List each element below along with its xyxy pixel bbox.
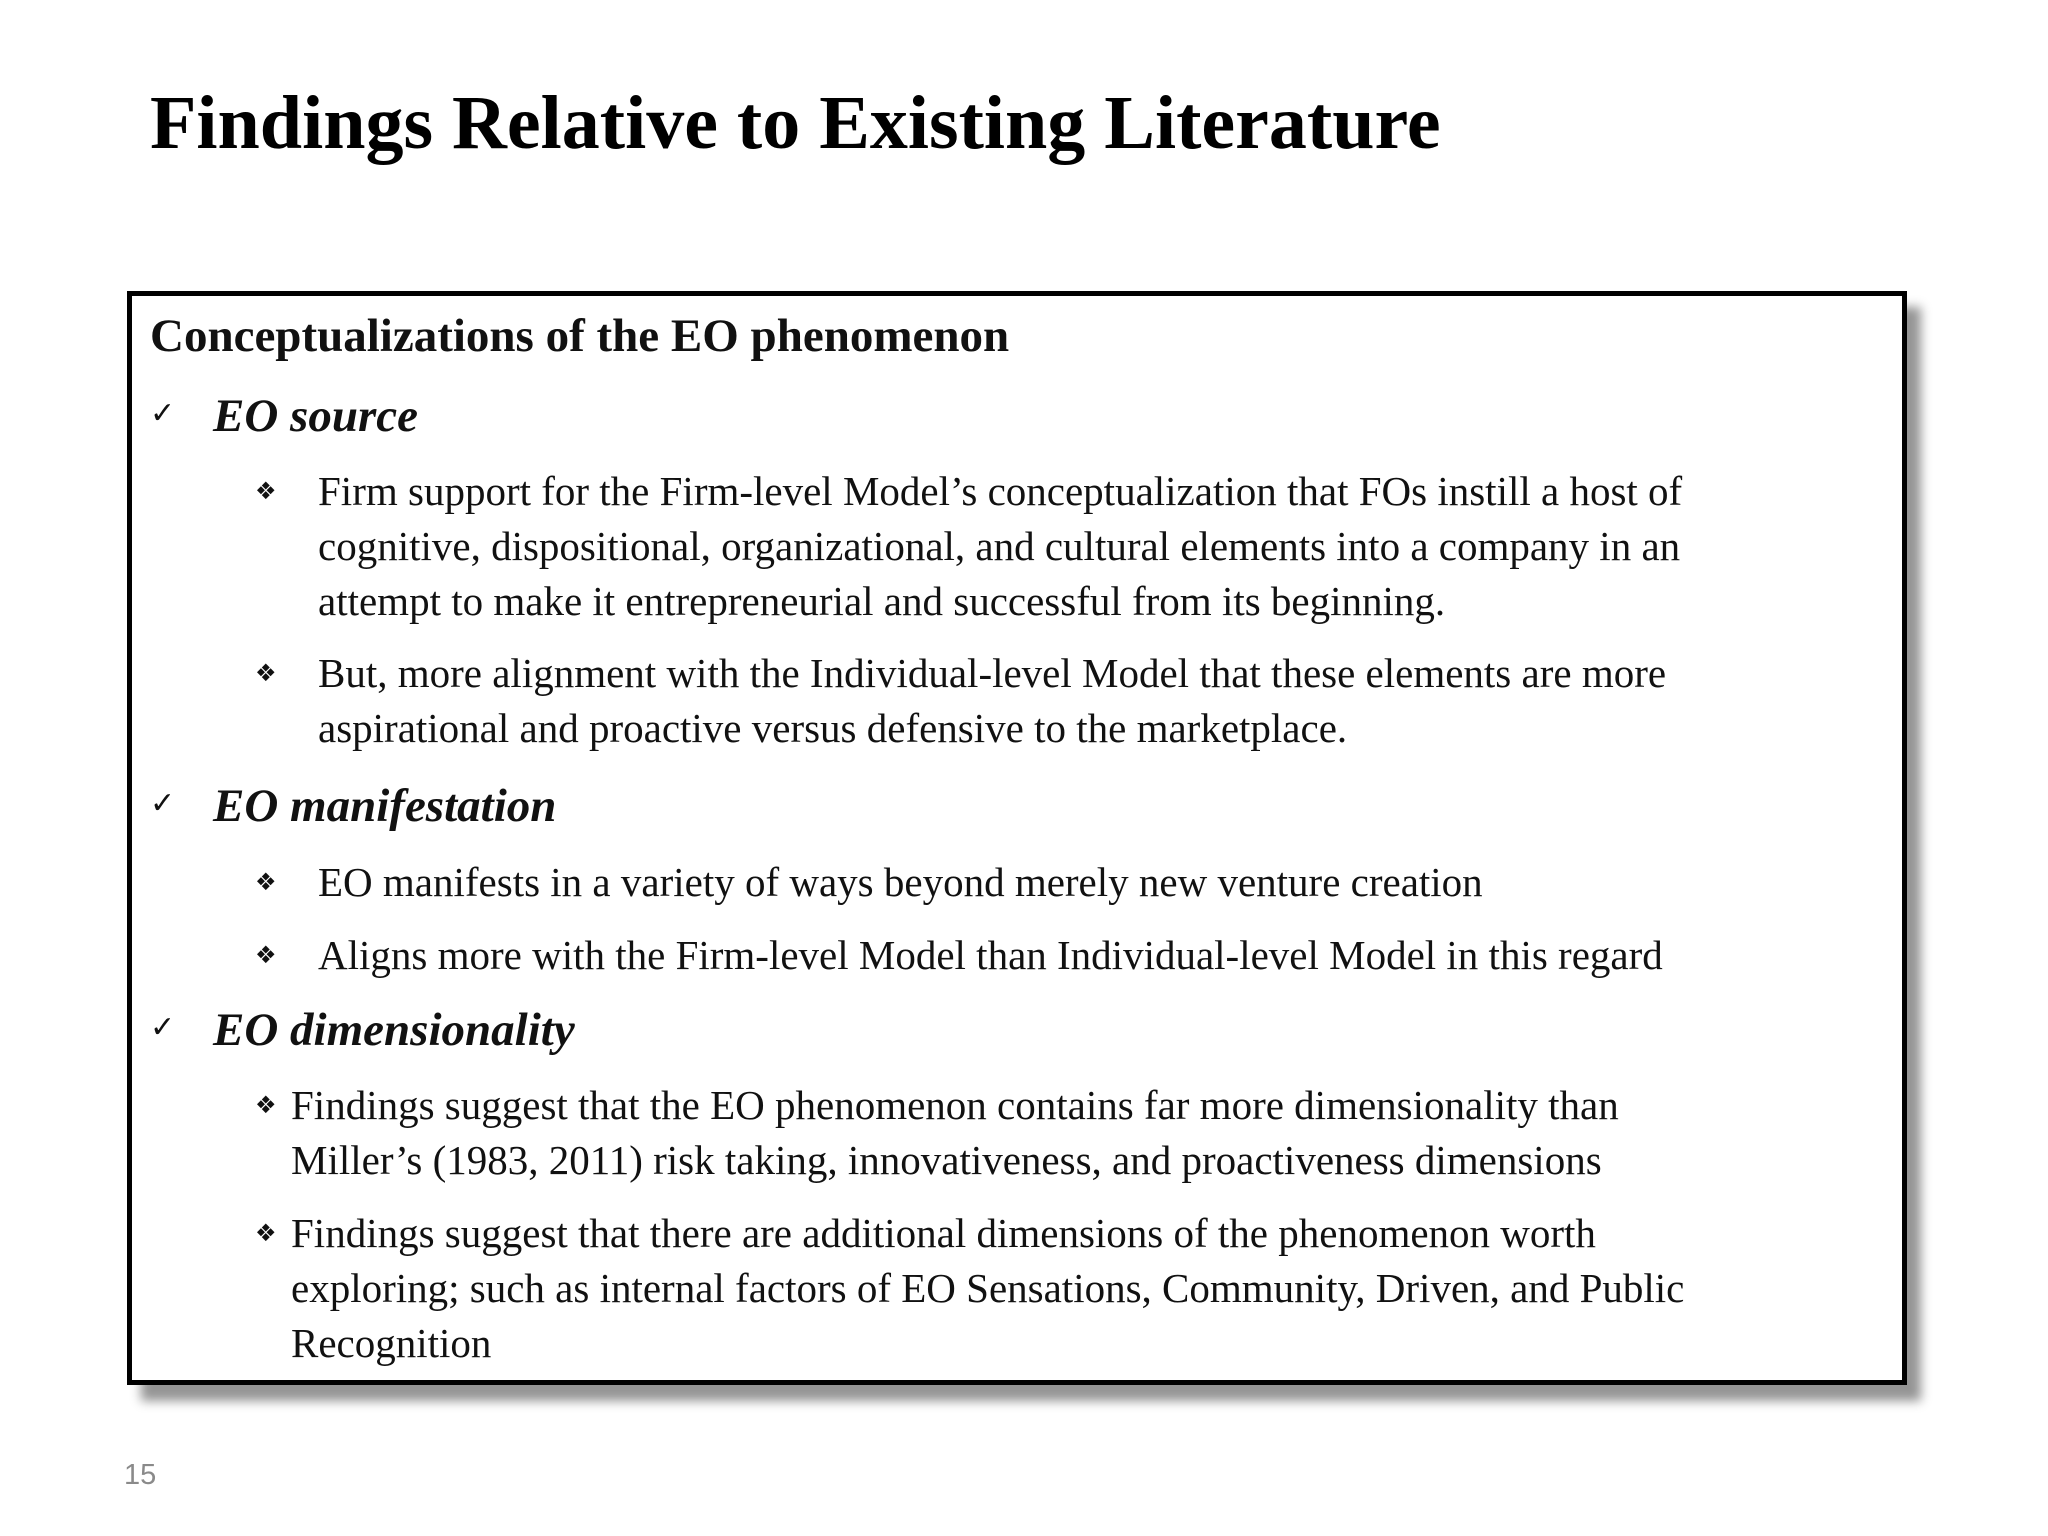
bullet-text-line: Aligns more with the Firm-level Model than Individual-level Model in this regard: [318, 932, 1663, 978]
diamond-bullet-icon: ❖: [255, 941, 277, 969]
bullet-text-line: Findings suggest that there are additional dimensions of the phenomenon worth: [291, 1210, 1596, 1256]
checkmark-icon: ✓: [150, 396, 176, 431]
bullet-item: [255, 1206, 1685, 1371]
diamond-bullet-icon: ❖: [255, 1219, 277, 1247]
diamond-bullet-icon: ❖: [255, 868, 277, 896]
diamond-bullet-icon: ❖: [255, 477, 277, 505]
slide-title: Findings Relative to Existing Literature: [150, 81, 1441, 165]
section-label: EO source: [213, 390, 418, 442]
diamond-bullet-icon: ❖: [255, 659, 277, 687]
bullet-item: [255, 646, 1667, 756]
page-number: 15: [124, 1459, 157, 1491]
bullet-item: [255, 855, 1483, 910]
bullet-text-line: Findings suggest that the EO phenomenon contains far more dimensionality than: [291, 1082, 1619, 1128]
bullet-item: [255, 1078, 1619, 1188]
bullet-text-line: But, more alignment with the Individual-level Model that these elements are more: [318, 650, 1667, 696]
bullet-item: [255, 464, 1683, 629]
bullet-text-line: cognitive, dispositional, organizational, and cultural elements into a company in an: [318, 523, 1681, 569]
bullet-text-line: attempt to make it entrepreneurial and successful from its beginning.: [318, 578, 1446, 624]
bullet-text-line: aspirational and proactive versus defensive to the marketplace.: [318, 705, 1348, 751]
bullet-text-line: exploring; such as internal factors of EO Sensations, Community, Driven, and Public: [291, 1265, 1685, 1311]
bullet-text-line: Recognition: [291, 1320, 492, 1366]
checkmark-icon: ✓: [150, 1010, 176, 1045]
bullet-item: [255, 928, 1663, 983]
box-heading: Conceptualizations of the EO phenomenon: [150, 310, 1010, 362]
bullet-text-line: Firm support for the Firm-level Model’s conceptualization that FOs instill a host of: [318, 468, 1683, 514]
section-label: EO dimensionality: [213, 1004, 575, 1056]
bullet-text-line: EO manifests in a variety of ways beyond merely new venture creation: [318, 859, 1483, 905]
section-label: EO manifestation: [213, 780, 557, 832]
checkmark-icon: ✓: [150, 786, 176, 821]
bullet-text-line: Miller’s (1983, 2011) risk taking, innovativeness, and proactiveness dimensions: [291, 1137, 1602, 1183]
diamond-bullet-icon: ❖: [255, 1091, 277, 1119]
